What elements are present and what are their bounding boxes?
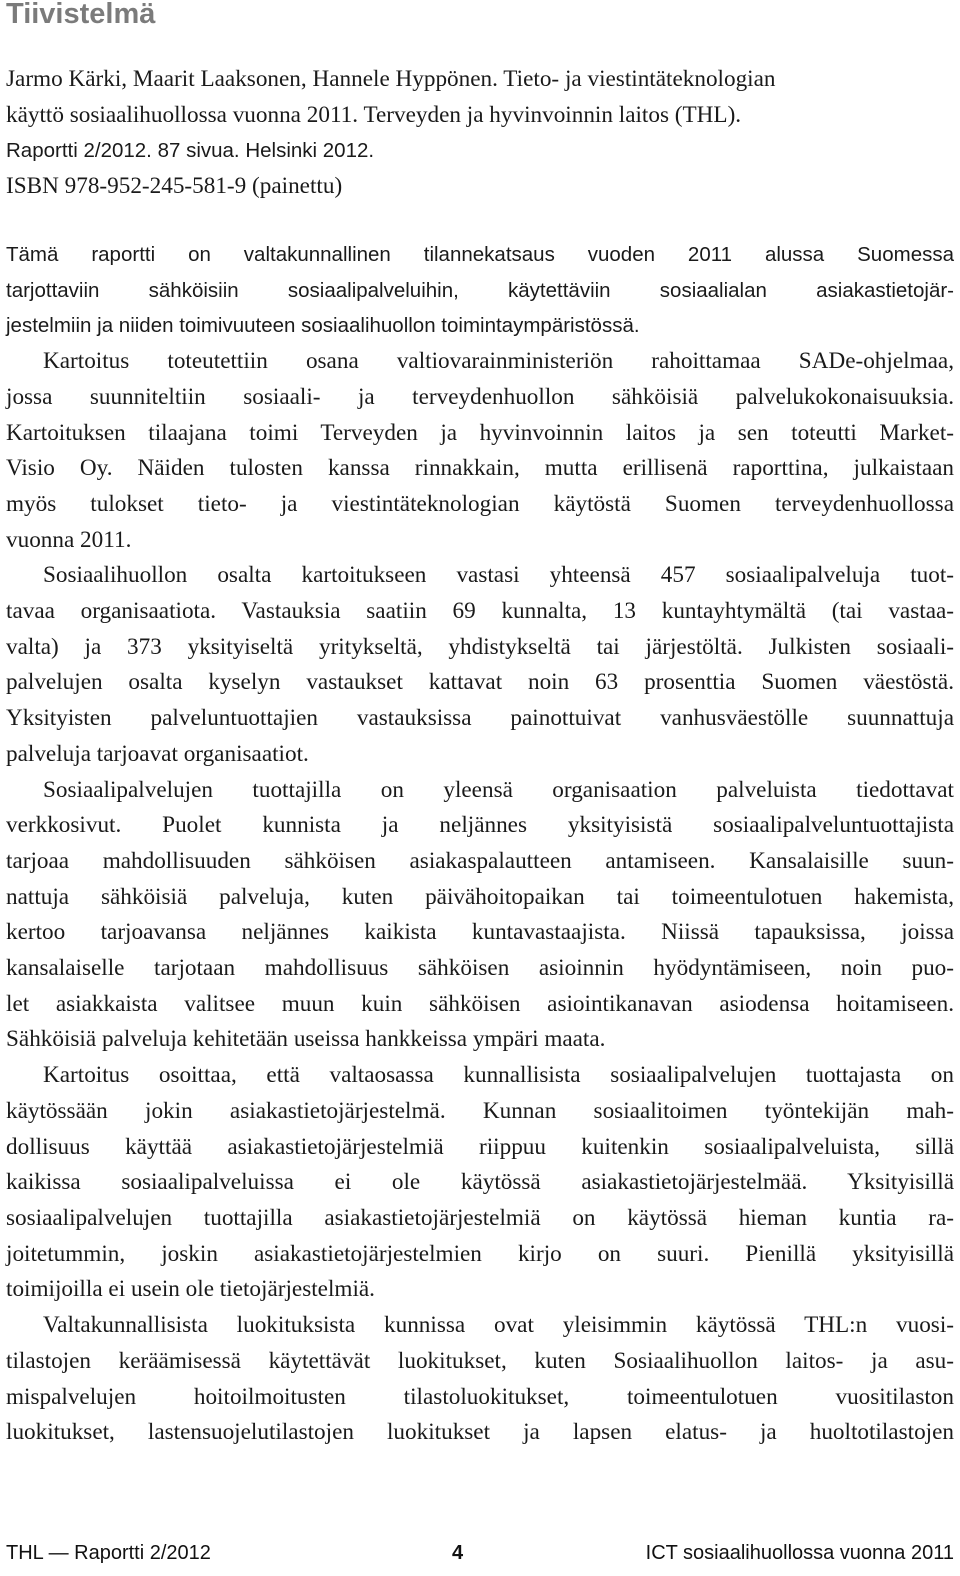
citation-line: ISBN 978-952-245-581-9 (painettu): [6, 173, 343, 200]
footer-report-name: THL — Raportti 2/2012: [6, 1542, 211, 1564]
citation-line: Jarmo Kärki, Maarit Laaksonen, Hannele Hyppönen. Tieto- ja viestintäteknologian: [6, 66, 776, 92]
body-line: verkkosivut. Puolet kunnista ja neljännes yksityisistä sosiaalipalveluntuottajista: [6, 812, 954, 839]
page-footer: [6, 1538, 954, 1568]
body-line: Valtakunnallisista luokituksista kunnissa ovat yleisimmin käytössä THL:n vuosi-: [43, 1312, 954, 1339]
body-line: tarjoaa mahdollisuuden sähköisen asiakaspalautteen antamiseen. Kansalaisille suun-: [6, 847, 954, 874]
citation-line: käyttö sosiaalihuollossa vuonna 2011. Terveyden ja hyvinvoinnin laitos (THL).: [6, 101, 742, 128]
body-line: tarjottaviin sähköisiin sosiaalipalveluihin, käytettäviin sosiaalialan asiakastietojär-: [6, 278, 954, 302]
body-line: jossa suunniteltiin sosiaali- ja terveydenhuollon sähköisiä palvelukokonaisuuksia.: [6, 383, 954, 410]
body-line: let asiakkaista valitsee muun kuin sähköisen asiointikanavan asiodensa hoitamiseen.: [6, 990, 954, 1017]
body-line: valta) ja 373 yksityiseltä yritykseltä, yhdistykseltä tai järjestöltä. Julkisten sosiaali-: [6, 633, 954, 660]
body-line: Sähköisiä palveluja kehitetään useissa hankkeissa ympäri maata.: [6, 1026, 606, 1053]
page-number: 4: [452, 1542, 464, 1564]
footer-publication-title: ICT sosiaalihuollossa vuonna 2011: [645, 1542, 954, 1564]
body-line: luokitukset, lastensuojelutilastojen luokitukset ja lapsen elatus- ja huoltotilastojen: [6, 1419, 954, 1446]
body-line: Kartoituksen tilaajana toimi Terveyden ja hyvinvoinnin laitos ja sen toteutti Market-: [6, 419, 954, 446]
body-line: Tämä raportti on valtakunnallinen tilannekatsaus vuoden 2011 alussa Suomessa: [6, 243, 954, 266]
citation-block: [6, 62, 954, 205]
body-line: Visio Oy. Näiden tulosten kanssa rinnakkain, mutta erillisenä raporttina, julkaistaan: [6, 455, 954, 482]
body-line: mispalvelujen hoitoilmoitusten tilastoluokitukset, toimeentulotuen vuositilaston: [6, 1383, 954, 1410]
body-line: nattuja sähköisiä palveluja, kuten päivähoitopaikan tai toimeentulotuen hakemista,: [6, 883, 954, 910]
body-line: tilastojen keräämisessä käytettävät luokitukset, kuten Sosiaalihuollon laitos- ja asu-: [6, 1347, 954, 1374]
body-line: myös tulokset tieto- ja viestintäteknologian käytöstä Suomen terveydenhuollossa: [6, 490, 954, 517]
body-line: Sosiaalipalvelujen tuottajilla on yleensä organisaation palveluista tiedottavat: [43, 776, 954, 803]
page-title: Tiivistelmä: [6, 0, 156, 30]
body-line: joitetummin, joskin asiakastietojärjestelmien kirjo on suuri. Pienillä yksityisillä: [6, 1240, 954, 1267]
body-line: tavaa organisaatiota. Vastauksia saatiin 69 kunnalta, 13 kuntayhtymältä (tai vastaa-: [6, 598, 954, 625]
body-line: kansalaiselle tarjotaan mahdollisuus sähköisen asioinnin hyödyntämiseen, noin puo-: [6, 955, 954, 982]
body-line: kertoo tarjoavansa neljännes kaikista kuntavastaajista. Niissä tapauksissa, joissa: [6, 919, 954, 946]
body-line: toimijoilla ei usein ole tietojärjestelmiä.: [6, 1276, 375, 1303]
body-line: Kartoitus toteutettiin osana valtiovarainministeriön rahoittamaa SADe-ohjelmaa,: [43, 348, 954, 375]
body-text: [6, 237, 954, 1451]
body-line: kaikissa sosiaalipalveluissa ei ole käytössä asiakastietojärjestelmää. Yksityisillä: [6, 1169, 954, 1196]
body-line: sosiaalipalvelujen tuottajilla asiakastietojärjestelmiä on käytössä hieman kuntia ra-: [6, 1204, 954, 1231]
body-line: dollisuus käyttää asiakastietojärjestelmiä riippuu kuitenkin sosiaalipalveluista, sillä: [6, 1133, 954, 1160]
body-line: Kartoitus osoittaa, että valtaosassa kunnallisista sosiaalipalvelujen tuottajasta on: [43, 1062, 954, 1089]
body-line: Sosiaalihuollon osalta kartoitukseen vastasi yhteensä 457 sosiaalipalveluja tuot-: [43, 562, 954, 589]
body-line: käytössään jokin asiakastietojärjestelmä. Kunnan sosiaalitoimen työntekijän mah-: [6, 1097, 954, 1124]
body-line: vuonna 2011.: [6, 526, 132, 553]
body-line: palvelujen osalta kyselyn vastaukset kattavat noin 63 prosenttia Suomen väestöstä.: [6, 669, 954, 696]
citation-line: Raportti 2/2012. 87 sivua. Helsinki 2012.: [6, 139, 375, 163]
body-line: jestelmiin ja niiden toimivuuteen sosiaalihuollon toimintaympäristössä.: [6, 314, 640, 338]
body-line: Yksityisten palveluntuottajien vastauksissa painottuivat vanhusväestölle suunnattuja: [6, 705, 954, 732]
body-line: palveluja tarjoavat organisaatiot.: [6, 740, 309, 767]
